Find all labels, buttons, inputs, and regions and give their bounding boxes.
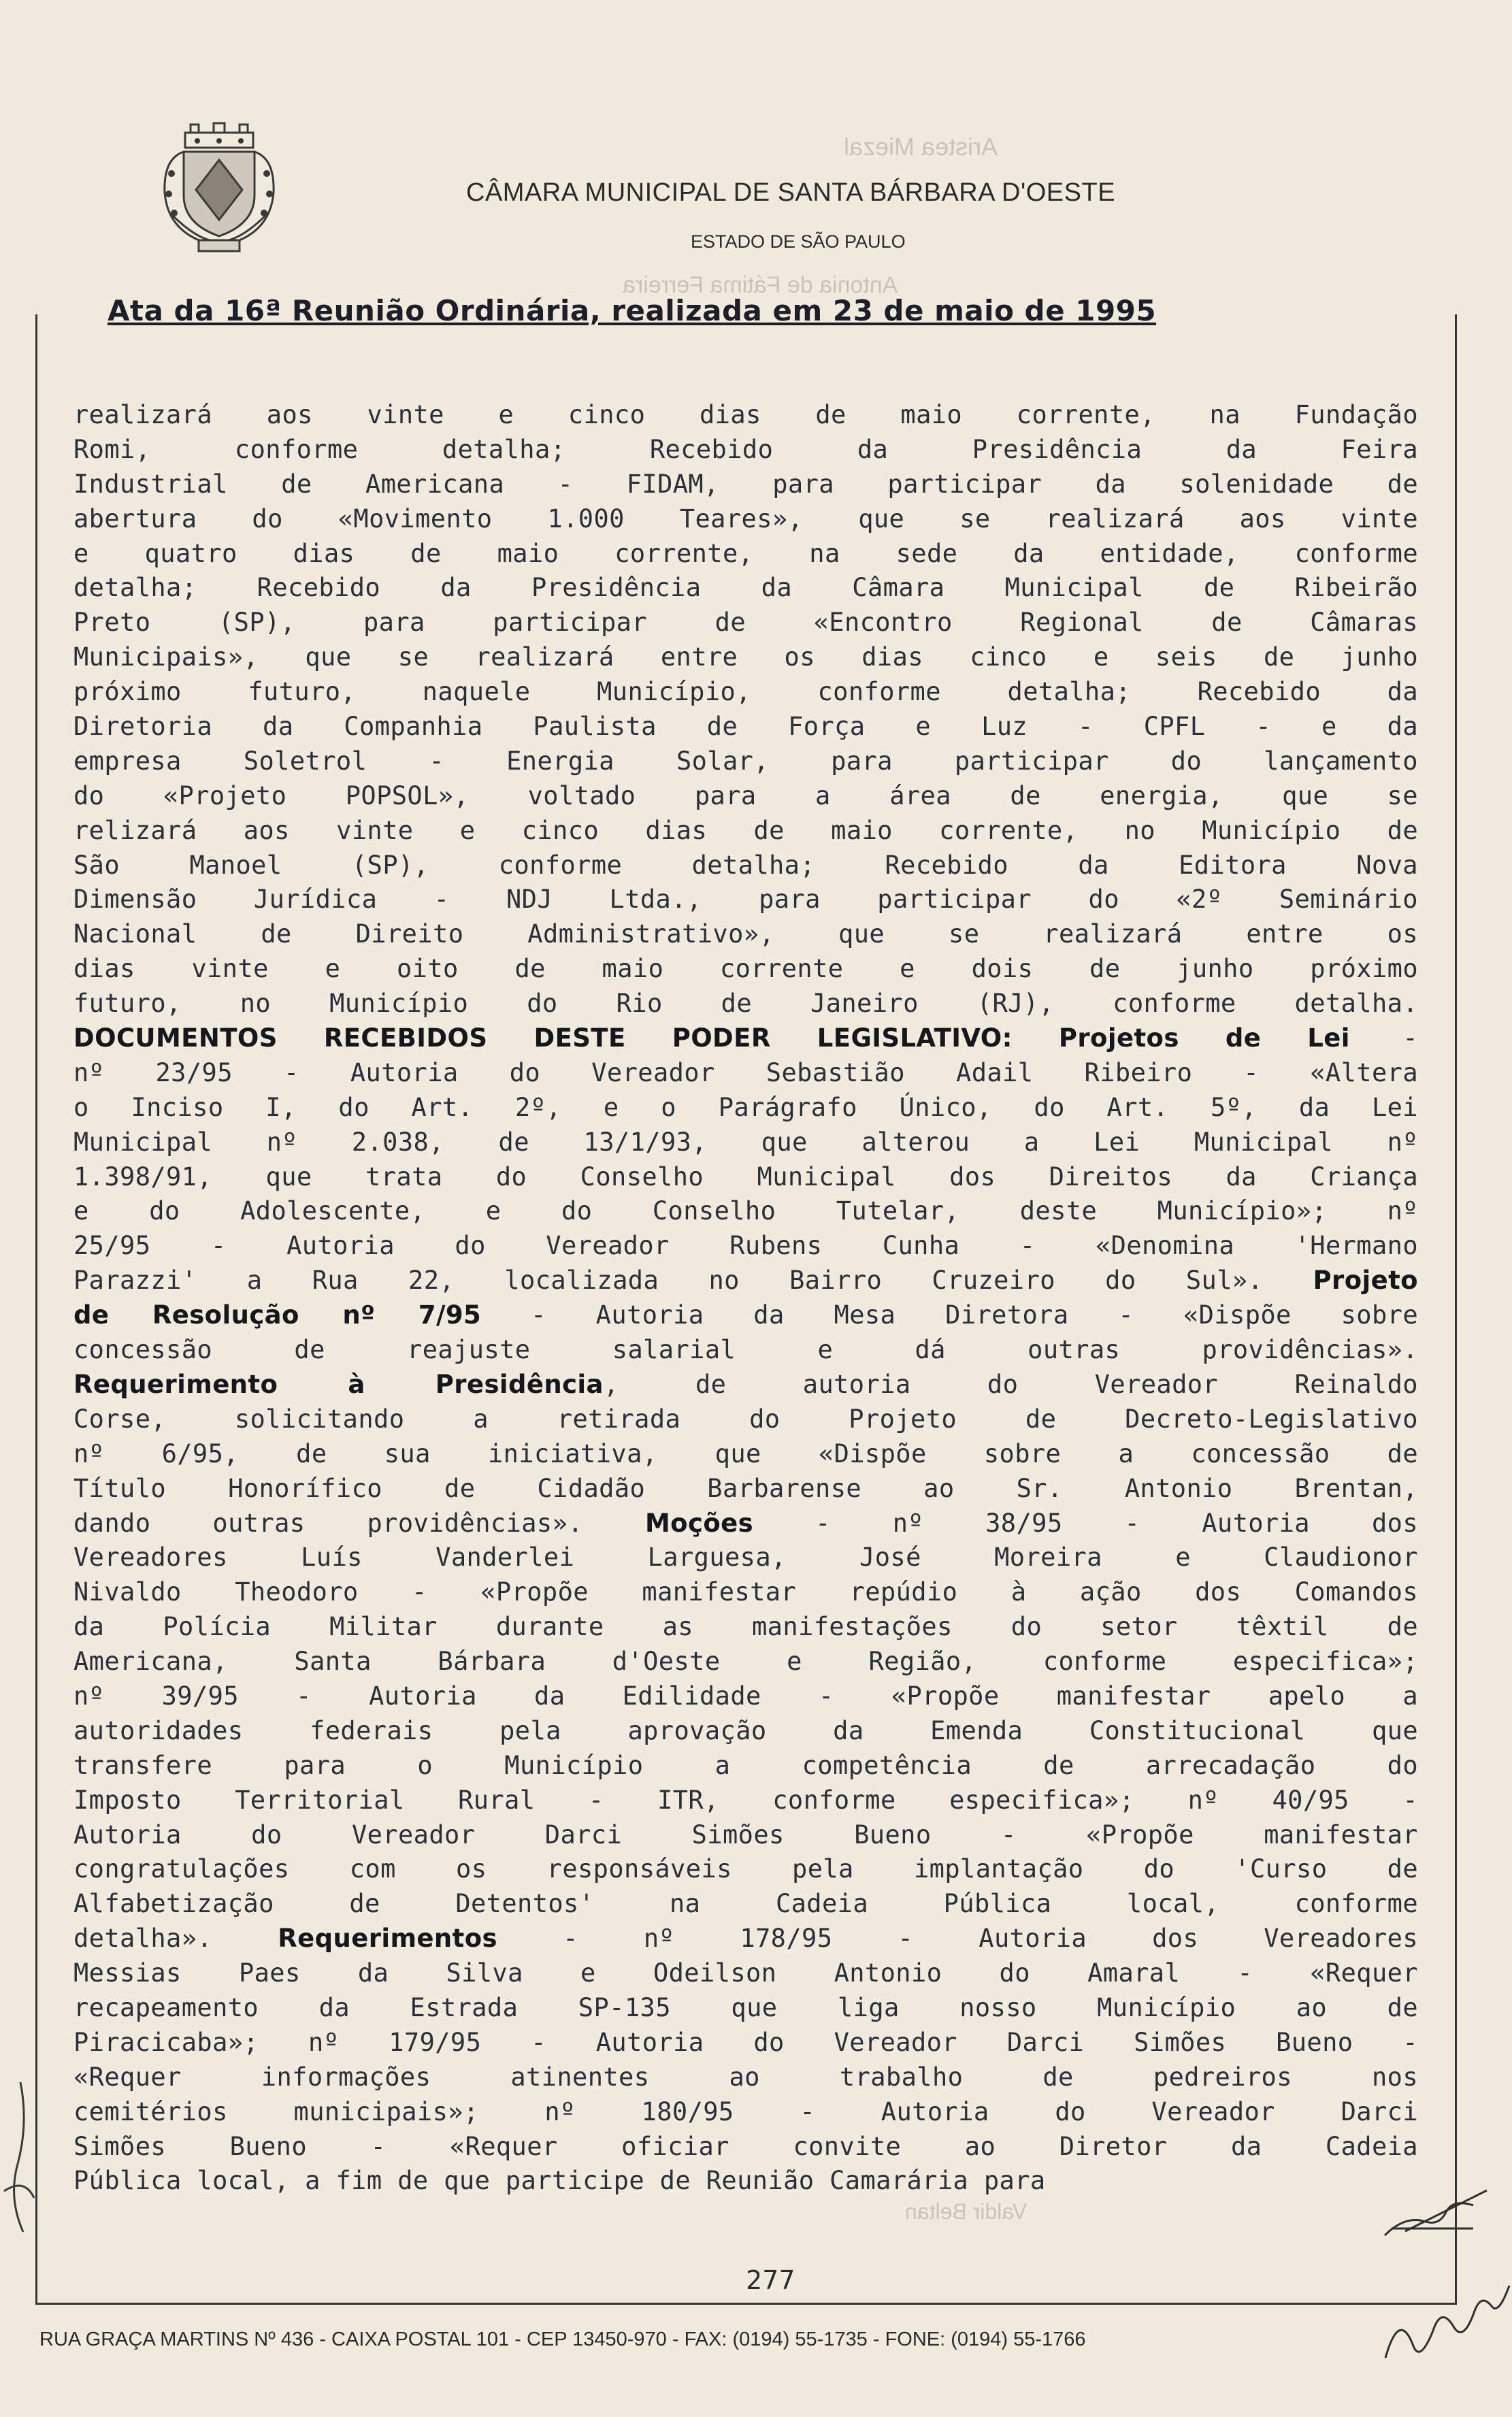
- text-run: Preto (SP), para participar de «Encontro Regional de Câmaras: [73, 608, 1418, 638]
- bleed-through-text: Aristea Miezal: [844, 133, 998, 161]
- text-run: empresa Soletrol - Energia Solar, para participar do lançamento: [73, 746, 1418, 776]
- page-signature-icon: [1381, 2276, 1512, 2381]
- section-heading: de Resolução nº 7/95: [73, 1300, 482, 1330]
- text-line: [73, 1194, 1418, 1229]
- text-line: [73, 1368, 1418, 1402]
- text-run: Título Honorífico de Cidadão Barbarense ao Sr. Antonio Brentan,: [73, 1473, 1418, 1503]
- text-line: [73, 952, 1418, 987]
- text-line: [73, 1610, 1418, 1645]
- text-line: [73, 849, 1418, 883]
- text-line: [73, 1749, 1418, 1783]
- page-frame-right: [1455, 314, 1457, 2303]
- text-run: - nº 178/95 - Autoria dos Vereadores: [497, 1924, 1418, 1954]
- text-run: relizará aos vinte e cinco dias de maio corrente, no Município de: [73, 815, 1418, 845]
- text-line: [73, 675, 1418, 710]
- text-run: 1.398/91, que trata do Conselho Municipal dos Direitos da Criança: [73, 1162, 1418, 1191]
- text-run: próximo futuro, naquele Município, conforme detalha; Recebido da: [73, 677, 1418, 707]
- text-line: [73, 1852, 1418, 1887]
- text-line: [73, 1956, 1418, 1991]
- text-line: [73, 814, 1418, 849]
- text-line: [73, 1437, 1418, 1472]
- text-run: - Autoria da Mesa Diretora - «Dispõe sobre: [481, 1300, 1418, 1330]
- margin-signature-icon: [0, 2075, 41, 2255]
- text-run: Dimensão Jurídica - NDJ Ltda., para participar do «2º Seminário: [73, 885, 1418, 915]
- text-run: «Requer informações atinentes ao trabalho de pedreiros nos: [73, 2062, 1418, 2092]
- text-run: Imposto Territorial Rural - ITR, conforme especifica»; nº 40/95 -: [73, 1785, 1418, 1815]
- text-line: [73, 1264, 1418, 1298]
- text-line: [73, 1091, 1418, 1125]
- text-run: nº 23/95 - Autoria do Vereador Sebastião Adail Ribeiro - «Altera: [73, 1057, 1418, 1087]
- text-run: dias vinte e oito de maio corrente e dois de junho próximo: [73, 954, 1418, 984]
- text-run: Vereadores Luís Vanderlei Larguesa, José Moreira e Claudionor: [73, 1543, 1418, 1573]
- text-line: [73, 571, 1418, 606]
- text-line: [73, 433, 1418, 467]
- text-line: [73, 1541, 1418, 1575]
- footer-address: RUA GRAÇA MARTINS Nº 436 - CAIXA POSTAL 101 - CEP 13450-970 - FAX: (0194) 55-1735 - FONE: (0194) 55-1766: [39, 2329, 1086, 2350]
- text-line: [73, 779, 1418, 814]
- text-run: -: [1349, 1023, 1418, 1053]
- text-run: nº 6/95, de sua iniciativa, que «Dispõe sobre a concessão de: [73, 1438, 1418, 1468]
- text-run: Industrial de Americana - FIDAM, para participar da solenidade de: [73, 469, 1418, 499]
- text-run: concessão de reajuste salarial e dá outras providências».: [73, 1335, 1418, 1365]
- section-heading: DOCUMENTOS RECEBIDOS DESTE PODER LEGISLATIVO: Projetos de Lei: [73, 1023, 1350, 1053]
- text-run: nº 39/95 - Autoria da Edilidade - «Propõe manifestar apelo a: [73, 1681, 1418, 1711]
- text-line: [73, 1887, 1418, 1922]
- text-run: São Manoel (SP), conforme detalha; Recebido da Editora Nova: [73, 850, 1418, 880]
- page-frame-left: [35, 314, 37, 2303]
- text-line: [73, 1229, 1418, 1264]
- text-run: o Inciso I, do Art. 2º, e o Parágrafo Único, do Art. 5º, da Lei: [73, 1092, 1418, 1122]
- text-run: abertura do «Movimento 1.000 Teares», que se realizará aos vinte: [73, 504, 1418, 533]
- minutes-body-text: [73, 398, 1418, 2199]
- text-line: [73, 2130, 1418, 2165]
- text-line: [73, 1507, 1418, 1541]
- text-run: futuro, no Município do Rio de Janeiro (RJ), conforme detalha.: [73, 989, 1418, 1019]
- text-run: recapeamento da Estrada SP-135 que liga nosso Município ao de: [73, 1992, 1418, 2022]
- text-run: Romi, conforme detalha; Recebido da Presidência da Feira: [73, 434, 1418, 464]
- text-run: Parazzi' a Rua 22, localizada no Bairro Cruzeiro do Sul».: [73, 1266, 1313, 1296]
- text-run: detalha; Recebido da Presidência da Câmara Municipal de Ribeirão: [73, 573, 1418, 603]
- text-run: realizará aos vinte e cinco dias de maio corrente, na Fundação: [73, 400, 1418, 429]
- text-line: [73, 502, 1418, 537]
- institution-name: CÂMARA MUNICIPAL DE SANTA BÁRBARA D'OESTE: [466, 178, 1116, 207]
- text-line: [73, 1645, 1418, 1679]
- text-line: [73, 1575, 1418, 1610]
- text-line: [73, 2060, 1418, 2095]
- text-run: Nacional de Direito Administrativo», que se realizará entre os: [73, 919, 1418, 949]
- text-run: da Polícia Militar durante as manifestações do setor têxtil de: [73, 1612, 1418, 1642]
- text-line: [73, 467, 1418, 502]
- text-line: [73, 1991, 1418, 2026]
- text-run: 25/95 - Autoria do Vereador Rubens Cunha - «Denomina 'Hermano: [73, 1231, 1418, 1261]
- text-run: Piracicaba»; nº 179/95 - Autoria do Vereador Darci Simões Bueno -: [73, 2027, 1418, 2057]
- text-run: transfere para o Município a competência de arrecadação do: [73, 1750, 1418, 1780]
- text-line: [73, 1056, 1418, 1091]
- text-line: [73, 1818, 1418, 1853]
- text-line: [73, 1783, 1418, 1818]
- text-line: [73, 1021, 1418, 1056]
- text-line: [73, 2164, 1418, 2199]
- text-run: e quatro dias de maio corrente, na sede da entidade, conforme: [73, 538, 1418, 568]
- text-line: [73, 606, 1418, 640]
- text-line: [73, 744, 1418, 779]
- text-run: cemitérios municipais»; nº 180/95 - Autoria do Vereador Darci: [73, 2097, 1418, 2126]
- text-line: [73, 1333, 1418, 1368]
- text-run: Nivaldo Theodoro - «Propõe manifestar repúdio à ação dos Comandos: [73, 1577, 1418, 1607]
- initials-signature-icon: [1378, 2181, 1507, 2252]
- page-number: 277: [746, 2265, 795, 2295]
- section-heading: Moções: [644, 1508, 754, 1538]
- text-line: [73, 710, 1418, 744]
- bleed-through-text: Antonia de Fátima Ferreira: [623, 272, 898, 298]
- text-line: [73, 1160, 1418, 1195]
- bleed-through-text: Valdir Beltan: [905, 2199, 1028, 2224]
- text-line: [73, 537, 1418, 572]
- section-heading: Projeto: [1313, 1266, 1418, 1296]
- text-run: Messias Paes da Silva e Odeilson Antonio do Amaral - «Requer: [73, 1958, 1418, 1988]
- text-run: congratulações com os responsáveis pela implantação do 'Curso de: [73, 1854, 1418, 1884]
- text-line: [73, 398, 1418, 433]
- text-line: [73, 1402, 1418, 1437]
- text-line: [73, 2026, 1418, 2060]
- text-run: Corse, solicitando a retirada do Projeto de Decreto-Legislativo: [73, 1404, 1418, 1434]
- text-run: Americana, Santa Bárbara d'Oeste e Região, conforme especifica»;: [73, 1647, 1418, 1677]
- text-line: [73, 1125, 1418, 1160]
- text-run: detalha».: [73, 1924, 278, 1954]
- document-title: Ata da 16ª Reunião Ordinária, realizada em 23 de maio de 1995: [108, 294, 1157, 327]
- text-run: Alfabetização de Detentos' na Cadeia Pública local, conforme: [73, 1889, 1418, 1919]
- text-run: Simões Bueno - «Requer oficiar convite ao Diretor da Cadeia: [73, 2131, 1418, 2161]
- text-run: autoridades federais pela aprovação da Emenda Constitucional que: [73, 1715, 1418, 1745]
- text-run: dando outras providências».: [73, 1508, 645, 1538]
- municipal-coat-of-arms-icon: [158, 119, 280, 259]
- text-line: [73, 883, 1418, 917]
- text-line: [73, 917, 1418, 952]
- text-line: [73, 1714, 1418, 1749]
- text-run: do «Projeto POPSOL», voltado para a área de energia, que se: [73, 780, 1418, 810]
- text-line: [73, 2095, 1418, 2130]
- state-name: ESTADO DE SÃO PAULO: [691, 231, 906, 252]
- text-line: [73, 1922, 1418, 1956]
- text-line: [73, 1472, 1418, 1507]
- text-run: Municipais», que se realizará entre os dias cinco e seis de junho: [73, 642, 1418, 672]
- text-line: [73, 987, 1418, 1021]
- text-line: [73, 640, 1418, 675]
- text-run: Autoria do Vereador Darci Simões Bueno - «Propõe manifestar: [73, 1820, 1418, 1849]
- text-run: Pública local, a fim de que participe de Reunião Camarária para: [73, 2166, 1046, 2196]
- text-run: Diretoria da Companhia Paulista de Força e Luz - CPFL - e da: [73, 712, 1418, 742]
- footer-rule: [35, 2303, 1457, 2305]
- text-line: [73, 1298, 1418, 1333]
- text-run: - nº 38/95 - Autoria dos: [753, 1508, 1418, 1538]
- text-run: e do Adolescente, e do Conselho Tutelar, deste Município»; nº: [73, 1196, 1418, 1226]
- section-heading: Requerimento à Presidência: [73, 1369, 604, 1399]
- text-run: Municipal nº 2.038, de 13/1/93, que alterou a Lei Municipal nº: [73, 1127, 1418, 1157]
- text-line: [73, 1679, 1418, 1714]
- section-heading: Requerimentos: [278, 1924, 497, 1954]
- text-run: , de autoria do Vereador Reinaldo: [603, 1369, 1418, 1399]
